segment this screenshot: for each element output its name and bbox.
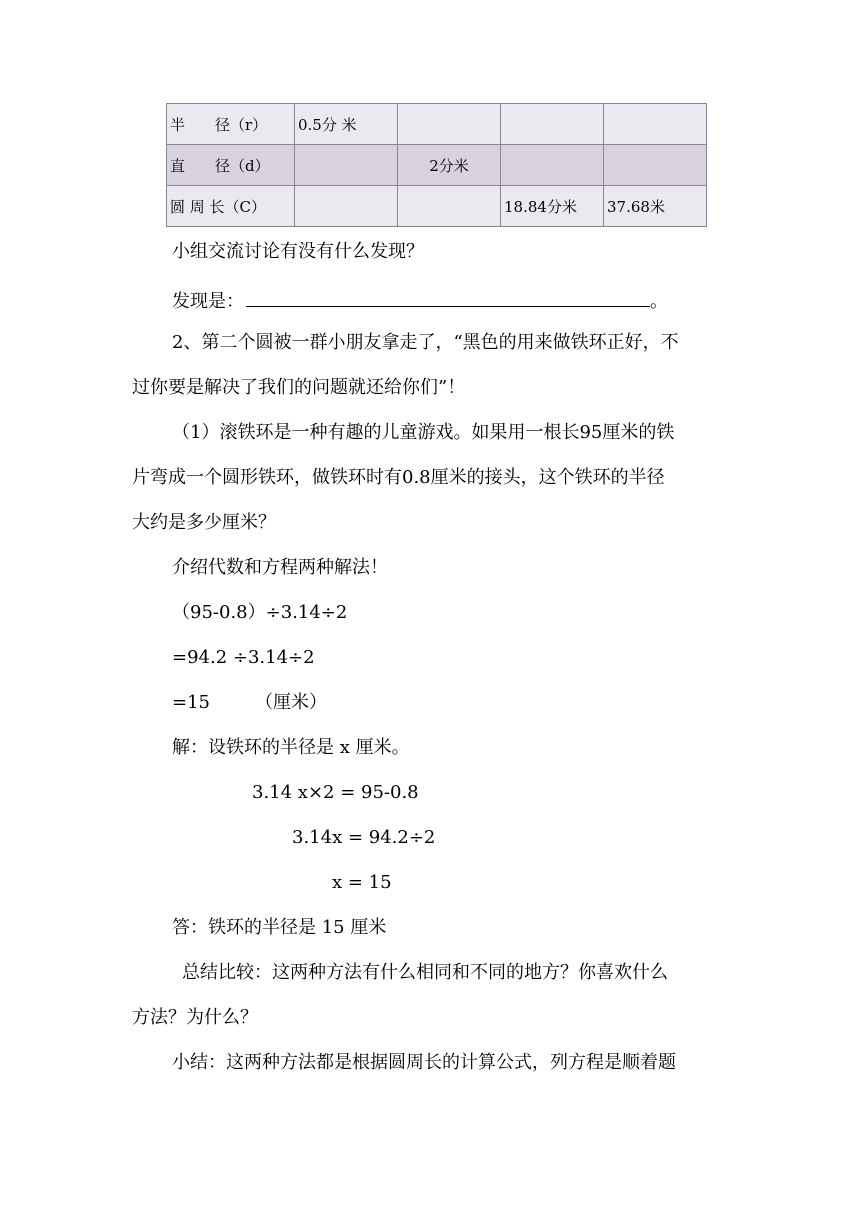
table-cell: 0.5分 米 — [295, 104, 398, 145]
finding-label: 发现是： — [172, 291, 244, 312]
equation-setup: 解：设铁环的半径是 x 厘米。 — [172, 737, 410, 758]
table-cell — [398, 186, 501, 227]
compare-line1: 总结比较：这两种方法有什么相同和不同的地方？你喜欢什么 — [182, 962, 668, 983]
row-label: 半 径（r） — [167, 104, 295, 145]
summary-line: 小结：这两种方法都是根据圆周长的计算公式，列方程是顺着题 — [172, 1052, 676, 1073]
table-row-diameter — [167, 145, 707, 186]
calc-step3: =15 （厘米） — [172, 692, 327, 713]
answer-line: 答：铁环的半径是 15 厘米 — [172, 917, 387, 938]
row-label: 直 径（d） — [167, 145, 295, 186]
table-cell: 18.84分米 — [501, 186, 604, 227]
table-cell: 37.68米 — [604, 186, 707, 227]
table-cell: 2分米 — [398, 145, 501, 186]
table-cell — [398, 104, 501, 145]
question1-line1: （1）滚铁环是一种有趣的儿童游戏。如果用一根长95厘米的铁 — [172, 422, 675, 443]
problem2-line2: 过你要是解决了我们的问题就还给你们”！ — [132, 377, 466, 398]
finding-line — [172, 286, 668, 314]
table-cell — [604, 104, 707, 145]
equation-line1: 3.14 x×2 = 95-0.8 — [252, 782, 419, 803]
problem2-line1: 2、第二个圆被一群小朋友拿走了，“黑色的用来做铁环正好，不 — [172, 332, 679, 353]
equation-line3: x = 15 — [332, 872, 392, 893]
discussion-prompt: 小组交流讨论有没有什么发现？ — [172, 241, 424, 262]
table-cell — [501, 145, 604, 186]
question1-line3: 大约是多少厘米？ — [132, 512, 276, 533]
table-cell — [295, 145, 398, 186]
table-cell — [501, 104, 604, 145]
calc-step2: =94.2 ÷3.14÷2 — [172, 647, 315, 668]
calc-step1: （95-0.8）÷3.14÷2 — [172, 602, 348, 623]
row-label: 圆 周 长（C） — [167, 186, 295, 227]
table-cell — [604, 145, 707, 186]
table-cell — [295, 186, 398, 227]
question1-line2: 片弯成一个圆形铁环，做铁环时有0.8厘米的接头，这个铁环的半径 — [132, 467, 665, 488]
compare-line2: 方法？为什么？ — [132, 1007, 258, 1028]
finding-end: 。 — [650, 291, 668, 312]
finding-blank — [246, 286, 650, 307]
table-row-radius — [167, 104, 707, 145]
table-row-circumference — [167, 186, 707, 227]
equation-line2: 3.14x = 94.2÷2 — [292, 827, 436, 848]
methods-intro: 介绍代数和方程两种解法！ — [172, 557, 388, 578]
circle-measure-table — [166, 103, 707, 227]
